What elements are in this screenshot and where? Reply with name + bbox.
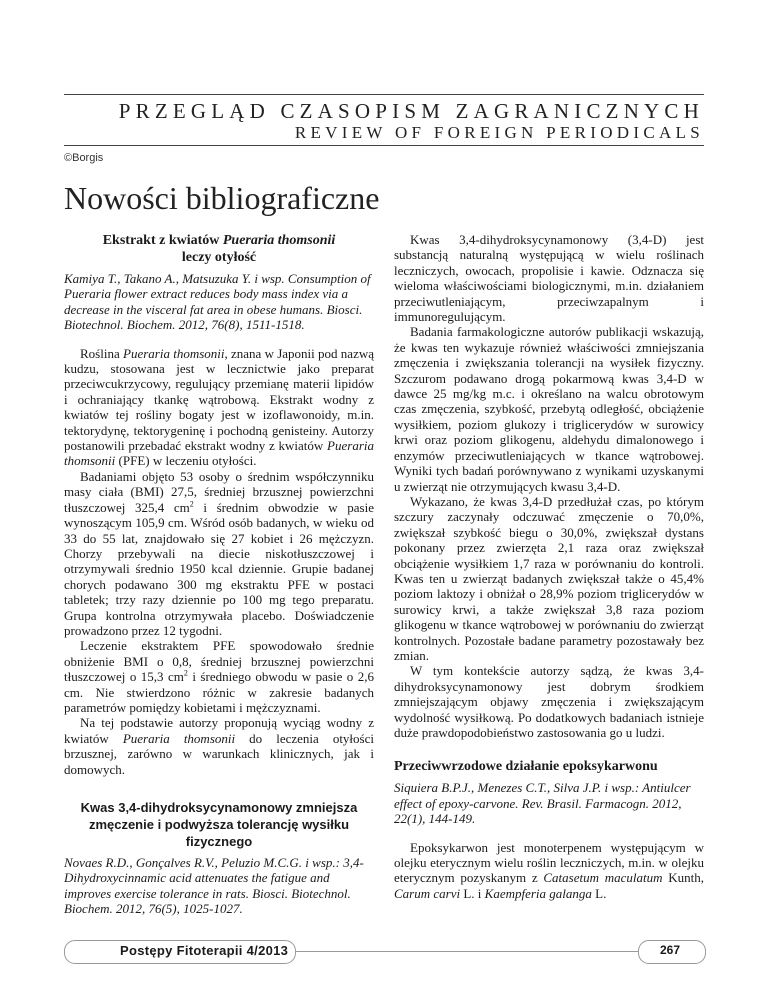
article2-title: Kwas 3,4-dihydroksycynamonowy zmniejsza zmęczenie i podwyższa tolerancję wysiłku fizycznego — [80, 800, 358, 849]
article3-reference: Siquiera B.P.J., Menezes C.T., Silva J.P. i wsp.: Antiulcer effect of epoxy-carvone. Rev. Brasil. Farmacogn. 2012, 22(1), 144-149. — [394, 780, 691, 827]
header-top-rule — [64, 94, 704, 95]
article1-title: Ekstrakt z kwiatów Pueraria thomsonii leczy otyłość — [102, 233, 336, 265]
article2-paragraph: Kwas 3,4-dihydroksycynamonowy (3,4-D) jest substancją naturalną występującą w wielu roślinach leczniczych, owocach, propolisie i kawie. Odznacza się wieloma właściwościami biologicznymi, m.in. działaniem przeciwutleniającym, przeciwzapalnym i immunoregulującym. — [394, 232, 704, 325]
header-bottom-rule — [64, 145, 704, 146]
article1-paragraph: Badaniami objęto 53 osoby o średnim współczynniku masy ciała (BMI) 27,5, średniej brzusznej powierzchni tłuszczowej 325,4 $cm^2$ i średnim obwodzie w pasie wynoszącym 105,9 cm. Wśród osób badanych, w wieku od 33 do 55 lat, znajdowało się 27 kobiet i 26 mężczyzn. Chorzy przebywali na diecie niskotłuszczowej i otrzymywali średnio 1950 kcal dziennie. Grupie badanej chorych podawano 300 mg ekstraktu PFE w postaci tabletek; trzy razy dziennie po 100 mg tego preparatu. Grupa kontrolna otrzymywała placebo. Doświadczenie prowadzono przez 12 tygodni. — [64, 468, 374, 638]
article2-paragraph: Wykazano, że kwas 3,4-D przedłużał czas, po którym szczury zaczynały odczuwać zmęczenie o 70,0%, zwiększał szybkość biegu o 30,0%, zwiększał dystans pokonany przez zwierzęta 2,1 raza oraz zwiększał obciążenie wysiłkiem 1,7 raza w porównaniu do kontroli. Kwas ten u zwierząt badanych zwiększał także o 45,4% poziom laktozy i obniżał o 28,9% poziom triglicerydów w surowicy krwi, a także zwiększał 3,8 raza poziom glikogenu w tkance wątrobowej w porównaniu do zwierząt kontrolnych. Pozostałe badane parametry pozostawały bez zmian. — [394, 493, 704, 663]
article1-paragraph: Roślina Pueraria thomsonii, znana w Japonii pod nazwą kudzu, stosowana jest w lecznictwie jako preparat przeciwcukrzycowy, regulujący przemianę materii lipidów i ochraniający tkankę wątrobową. Ekstrakt wodny z kwiatów tej rośliny bogaty jest w izoflawonoidy, m.in. tektorydynę, tektorygeninę i pochodną genisteiny. Autorzy postanowili przebadać ekstrakt wodny z kwiatów Pueraria thomsonii (PFE) w leczeniu otyłości. — [64, 345, 375, 469]
right-column — [394, 232, 704, 901]
article3-paragraph: Epoksykarwon jest monoterpenem występującym w olejku eterycznym wielu roślin leczniczych, m.in. w olejku eterycznym pozyskanym z Catasetum maculatum Kunth, Carum carvi L. i Kaempferia galanga L. — [394, 839, 704, 901]
article2-paragraph: Badania farmakologiczne autorów publikacji wskazują, że kwas ten wykazuje również właściwości zmniejszania zmęczenia i zwiększania tolerancji na wysiłek fizyczny. Szczurom podawano drogą pokarmową kwas 3,4-D w dawce 25 mg/kg m.c. i określano na walcu obrotowym czas zmęczenia, szybkość, przebytą odległość, obciążenie wysiłkiem, poziom glukozy i triglicerydów w surowicy krwi oraz poziom glikogenu, aldehydu dimalonowego i enzymów przeciwutleniających w tkance wątrobowej. Wyniki tych badań porównywano z wynikami uzyskanymi u zwierząt nie otrzymujących kwasu 3,4-D. — [394, 324, 704, 494]
header-title-english: REVIEW OF FOREIGN PERIODICALS — [294, 123, 704, 142]
journal-name: Postępy Fitoterapii 4/2013 — [120, 943, 289, 958]
article1-reference: Kamiya T., Takano A., Matsuzuka Y. i wsp. Consumption of Pueraria flower extract reduces body mass index via a decrease in the visceral fat area in obese humans. Biosci. Biotechnol. Biochem. 2012, 76(8), 1511-1518. — [64, 271, 371, 333]
page-number: 267 — [660, 943, 681, 957]
section-title: Nowości bibliograficzne — [64, 180, 380, 216]
article1-paragraph: Na tej podstawie autorzy proponują wyciąg wodny z kwiatów Pueraria thomsonii do leczenia otyłości brzusznej, zarówno w warunkach klinicznych, jak i domowych. — [64, 715, 374, 777]
article2-reference: Novaes R.D., Gonçalves R.V., Peluzio M.C.G. i wsp.: 3,4-Dihydroxycinnamic acid attenuates the fatigue and improves exercise tolerance in rats. Biosci. Biotechnol. Biochem. 2012, 76(5), 1025-1027. — [64, 855, 364, 917]
article1-paragraph: Leczenie ekstraktem PFE spowodowało średnie obniżenie BMI o 0,8, średniej brzusznej powierzchni tłuszczowej o 15,3 $cm^2$ i średniego obwodu w pasie o 2,6 cm. Nie stwierdzono różnic w zakresie badanych parametrów pomiędzy kobietami i mężczyznami. — [64, 638, 375, 715]
publisher-mark: ©Borgis — [64, 152, 104, 164]
article2-paragraph: W tym kontekście autorzy sądzą, że kwas 3,4-dihydroksycynamonowy jest dobrym środkiem zmniejszającym objawy zmęczenia i zwiększającym wydolność wysiłkową. Po dodatkowych badaniach istnieje duże prawdopodobieństwo zastosowania go u ludzi. — [394, 663, 704, 740]
article3-title: Przeciwwrzodowe działanie epoksykarwonu — [394, 759, 658, 775]
left-column — [64, 232, 374, 930]
header-title-polish: PRZEGLĄD CZASOPISM ZAGRANICZNYCH — [118, 99, 704, 123]
